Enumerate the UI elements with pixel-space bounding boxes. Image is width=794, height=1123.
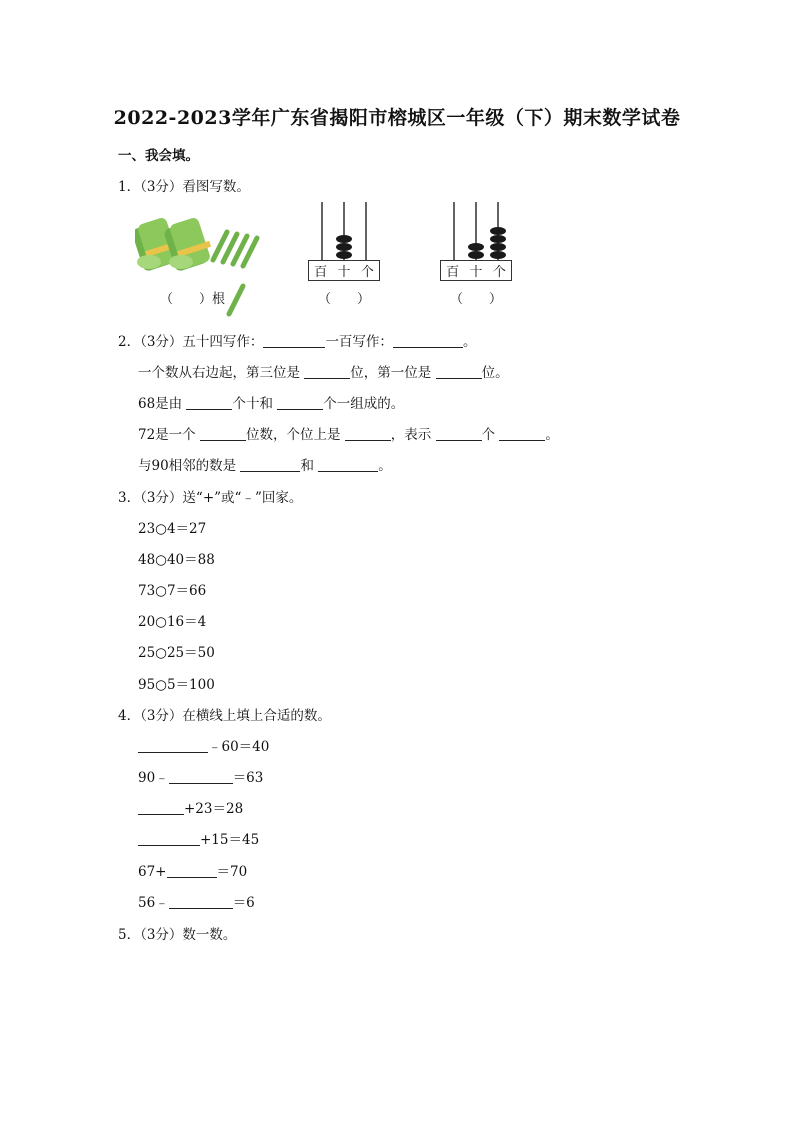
question-2-line-3	[138, 425, 559, 445]
fill-equation-1	[138, 737, 269, 757]
abacus-bead	[468, 251, 484, 259]
question-2-line-0	[118, 332, 476, 352]
abacus-2-label-tens: 十	[469, 265, 483, 280]
abacus-1-label-tens: 十	[337, 265, 351, 280]
text: 90﹣	[138, 770, 169, 786]
section-heading-1: 一、我会填。	[118, 148, 199, 164]
abacus-1-label-hundreds: 百	[314, 265, 328, 280]
answer-blank[interactable]	[436, 426, 482, 441]
answer-blank[interactable]	[436, 364, 482, 379]
abacus-bead	[490, 251, 506, 259]
abacus-1-label-ones: 个	[360, 265, 374, 280]
abacus-1-answer-paren: （ ）	[318, 292, 371, 307]
text: 和	[300, 458, 314, 474]
answer-blank[interactable]	[304, 364, 350, 379]
question-4-label: 4．（3分）在横线上填上合适的数。	[118, 708, 331, 724]
fill-equation-3	[138, 799, 243, 819]
abacus-2-answer-paren: （ ）	[450, 292, 503, 307]
abacus-bead	[336, 243, 352, 251]
abacus-2-place-labels	[440, 260, 512, 281]
text: 。	[378, 458, 392, 474]
text: 位数，个位上是	[245, 427, 341, 443]
text: 一个数从右边起，第三位是	[138, 365, 300, 381]
equation-item: 25○25＝50	[138, 645, 215, 661]
sticks-answer-paren: （ ）根	[160, 292, 226, 307]
stick-bundle-2	[163, 216, 211, 272]
question-2-line-2	[138, 394, 404, 414]
text: ＝6	[232, 895, 255, 911]
answer-blank[interactable]	[138, 831, 200, 846]
answer-blank[interactable]	[240, 457, 300, 472]
answer-blank[interactable]	[277, 395, 323, 410]
abacus-bead	[490, 243, 506, 251]
answer-blank[interactable]	[169, 894, 233, 909]
abacus-bead	[490, 227, 506, 235]
question-1-label: 1．（3分）看图写数。	[118, 179, 250, 195]
text: ＝70	[216, 864, 248, 880]
abacus-2	[440, 200, 512, 282]
text: 位。	[481, 365, 509, 381]
answer-blank[interactable]	[345, 426, 391, 441]
punctuation: 。	[462, 334, 477, 350]
answer-blank[interactable]	[499, 426, 545, 441]
fill-equation-5	[138, 862, 247, 882]
answer-blank[interactable]	[169, 769, 233, 784]
abacus-bead	[468, 243, 484, 251]
question-2-label-b: 一百写作：	[325, 334, 393, 350]
text: ，表示	[390, 427, 432, 443]
fill-equation-2	[138, 768, 263, 788]
answer-blank[interactable]	[318, 457, 378, 472]
question-2-line-1	[138, 363, 509, 383]
answer-blank[interactable]	[200, 426, 246, 441]
answer-blank[interactable]	[263, 333, 325, 348]
text: 56﹣	[138, 895, 169, 911]
equation-item: 23○4＝27	[138, 521, 207, 537]
question-2-line-4	[138, 456, 392, 476]
abacus-1	[308, 200, 380, 282]
abacus-bead	[336, 235, 352, 243]
answer-blank[interactable]	[186, 395, 232, 410]
text: +15＝45	[200, 832, 260, 848]
answer-blank[interactable]	[138, 738, 208, 753]
abacus-2-rods	[440, 200, 512, 260]
question-5-label: 5．（3分）数一数。	[118, 927, 237, 943]
text: ﹣60＝40	[208, 739, 270, 755]
text: 个十和	[232, 396, 273, 412]
equation-item: 20○16＝4	[138, 614, 207, 630]
text: 个一组成的。	[323, 396, 405, 412]
fill-equation-6	[138, 893, 255, 913]
answer-blank[interactable]	[393, 333, 463, 348]
equation-item: 73○7＝66	[138, 583, 207, 599]
abacus-bead	[336, 251, 352, 259]
text: ＝63	[232, 770, 264, 786]
text: 。	[545, 427, 559, 443]
abacus-bead	[490, 235, 506, 243]
equation-item: 48○40＝88	[138, 552, 215, 568]
answer-blank[interactable]	[167, 863, 217, 878]
text: 个	[481, 427, 496, 443]
question-2-label: 2．（3分）五十四写作：	[118, 334, 264, 350]
text: 72是一个	[138, 427, 196, 443]
text: 68是由	[138, 396, 183, 412]
text: 67+	[138, 864, 167, 880]
abacus-1-place-labels	[308, 260, 380, 281]
abacus-2-label-ones: 个	[492, 265, 506, 280]
fill-equation-4	[138, 830, 259, 850]
text: +23＝28	[184, 801, 244, 817]
text: 与90相邻的数是	[138, 458, 237, 474]
abacus-2-label-hundreds: 百	[446, 265, 460, 280]
text: 位，第一位是	[350, 365, 432, 381]
exam-title: 2022-2023学年广东省揭阳市榕城区一年级（下）期末数学试卷	[113, 107, 681, 129]
answer-blank[interactable]	[138, 800, 184, 815]
equation-item: 95○5＝100	[138, 677, 215, 693]
question-3-label: 3．（3分）送“+”或“﹣”回家。	[118, 490, 303, 506]
abacus-1-rods	[308, 200, 380, 260]
